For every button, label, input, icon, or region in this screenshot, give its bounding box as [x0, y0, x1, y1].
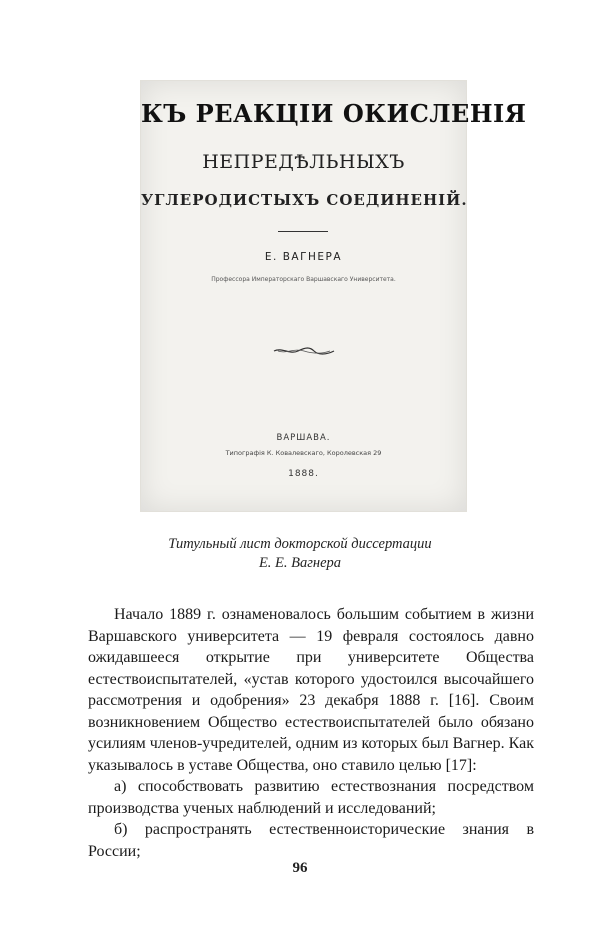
figure-year: 1888.	[288, 469, 319, 479]
figure-author: Е. ВАГНЕРА	[264, 251, 343, 263]
list-item-a: а) способствовать развитию естествознания посредством производства ученых наблюдений и исследований;	[88, 778, 534, 817]
figure-title-line-3: УГЛЕРОДИСТЫХЪ СОЕДИНЕНІЙ.	[141, 191, 468, 209]
ornament-icon	[272, 345, 336, 357]
figure-city: ВАРШАВА.	[276, 433, 331, 443]
figure-title-line-1: КЪ РЕАКЦІИ ОКИСЛЕНІЯ	[141, 99, 527, 128]
paragraph-1: Начало 1889 г. ознаменовалось большим событием в жизни Варшавского университета — 19 февраля состоялось давно ожидавшееся открытие при университете Общества естествоиспытателей, «устав которого удостоился высочайшего рассмотрения и одобрения» 23 декабря 1888 г. [16]. Своим возникновением Общество естествоиспытателей было обязано усилиям членов-учредителей, одним из которых был Вагнер. Как указывалось в уставе Общества, оно ставило целью [17]:	[88, 606, 534, 774]
title-page-figure	[140, 80, 527, 512]
figure-title-line-2: НЕПРЕДѢЛЬНЫХЪ	[202, 151, 405, 173]
list-item-b: б) распространять естественноисторические знания в России;	[88, 821, 534, 860]
figure-author-position: Профессора Императорскаго Варшавскаго Университета.	[211, 276, 396, 283]
figure-caption-line-2: Е. Е. Вагнера	[258, 555, 342, 571]
figure-caption-line-1: Титульный лист докторской диссертации	[168, 536, 432, 552]
title-divider	[278, 231, 328, 232]
body-text	[88, 604, 534, 862]
page-number: 96	[292, 860, 308, 876]
figure-printer: Типографія К. Ковалевскаго, Королевская 29	[225, 449, 382, 457]
